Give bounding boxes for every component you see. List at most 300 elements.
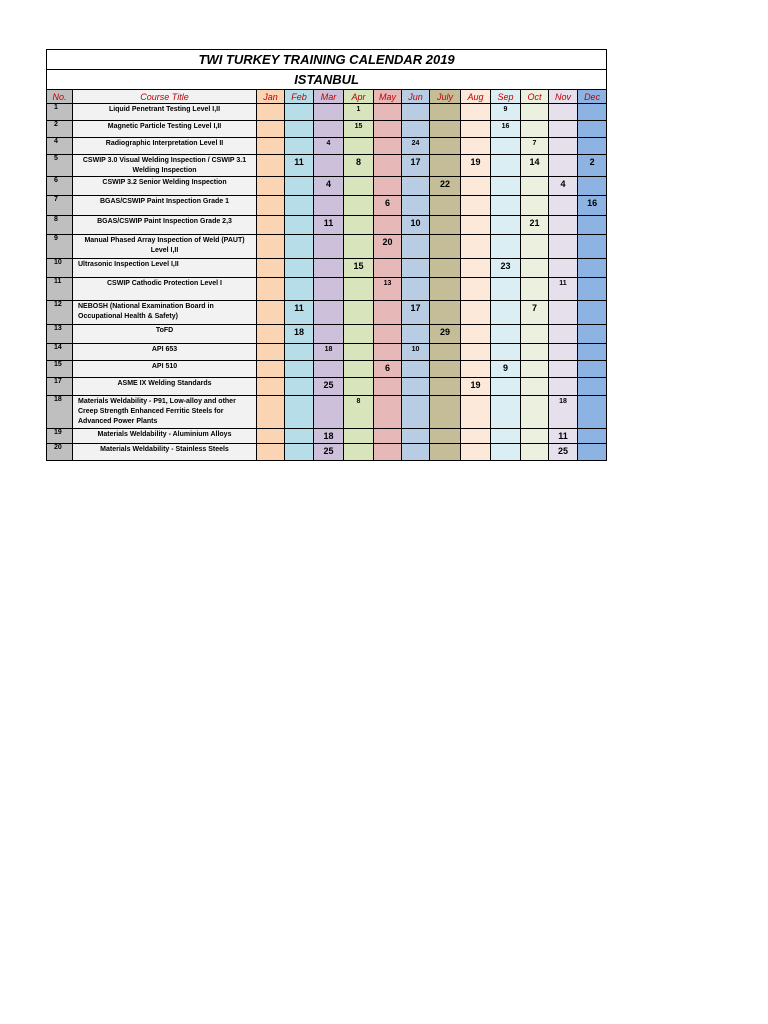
month-date-cell xyxy=(430,378,461,396)
course-start-date xyxy=(314,155,343,157)
month-date-cell xyxy=(521,444,549,461)
course-start-date xyxy=(430,396,460,398)
month-date-cell xyxy=(257,104,285,121)
course-start-date xyxy=(549,104,577,106)
table-row xyxy=(47,216,607,235)
month-date-cell xyxy=(549,344,578,361)
course-title-cell xyxy=(73,396,257,429)
month-date-cell xyxy=(314,378,344,396)
course-title-cell xyxy=(73,235,257,259)
month-date-cell xyxy=(344,259,374,278)
course-start-date xyxy=(549,361,577,363)
table-row xyxy=(47,121,607,138)
course-start-date xyxy=(257,301,284,303)
course-start-date xyxy=(491,278,520,280)
month-date-cell xyxy=(461,396,491,429)
course-start-date: 11 xyxy=(323,218,334,228)
course-start-date xyxy=(402,121,429,123)
month-date-cell xyxy=(402,361,430,378)
course-start-date xyxy=(285,361,313,363)
course-start-date xyxy=(578,396,606,398)
course-start-date xyxy=(374,378,401,380)
month-date-cell xyxy=(491,444,521,461)
course-title: BGAS/CSWIP Paint Inspection Grade 2,3 xyxy=(97,218,232,225)
month-date-cell xyxy=(257,378,285,396)
month-date-cell xyxy=(521,155,549,177)
month-header: May xyxy=(374,90,402,104)
month-date-cell xyxy=(578,378,607,396)
course-start-date: 7 xyxy=(532,140,537,147)
course-start-date xyxy=(578,301,606,303)
month-date-cell xyxy=(402,378,430,396)
month-date-cell xyxy=(461,361,491,378)
month-date-cell xyxy=(314,138,344,155)
month-date-cell xyxy=(374,155,402,177)
course-start-date xyxy=(578,378,606,380)
course-number: 13 xyxy=(47,325,73,344)
course-start-date xyxy=(461,196,490,198)
month-date-cell xyxy=(461,121,491,138)
course-start-date xyxy=(402,444,429,446)
month-date-cell xyxy=(491,104,521,121)
month-date-cell xyxy=(430,216,461,235)
course-title-cell xyxy=(73,325,257,344)
month-date-cell xyxy=(374,259,402,278)
month-date-cell xyxy=(578,121,607,138)
month-date-cell xyxy=(578,216,607,235)
course-start-date xyxy=(374,396,401,398)
course-title: API 653 xyxy=(151,346,178,353)
course-title: Manual Phased Array Inspection of Weld (PAUT) Level I,II xyxy=(84,237,245,254)
month-date-cell xyxy=(257,216,285,235)
course-start-date xyxy=(402,235,429,237)
course-start-date xyxy=(578,259,606,261)
course-start-date xyxy=(314,235,343,237)
calendar-title: TWI TURKEY TRAINING CALENDAR 2019 xyxy=(47,50,607,70)
month-date-cell xyxy=(549,325,578,344)
table-row xyxy=(47,196,607,216)
month-date-cell xyxy=(257,177,285,196)
month-date-cell xyxy=(402,104,430,121)
month-date-cell xyxy=(344,177,374,196)
course-start-date xyxy=(521,177,548,179)
course-start-date xyxy=(491,235,520,237)
course-number: 10 xyxy=(47,259,73,278)
course-number: 5 xyxy=(47,155,73,177)
course-start-date xyxy=(430,216,460,218)
month-date-cell xyxy=(314,361,344,378)
month-date-cell xyxy=(521,325,549,344)
month-date-cell xyxy=(461,177,491,196)
month-date-cell xyxy=(374,121,402,138)
course-title-cell xyxy=(73,378,257,396)
month-date-cell xyxy=(549,444,578,461)
course-start-date xyxy=(491,216,520,218)
month-date-cell xyxy=(578,429,607,444)
course-start-date xyxy=(430,259,460,261)
month-date-cell xyxy=(461,155,491,177)
month-date-cell xyxy=(374,216,402,235)
month-date-cell xyxy=(430,138,461,155)
month-date-cell xyxy=(374,344,402,361)
course-title-cell xyxy=(73,216,257,235)
course-start-date xyxy=(430,121,460,123)
course-start-date xyxy=(461,104,490,106)
course-start-date: 15 xyxy=(354,123,363,130)
course-start-date xyxy=(521,344,548,346)
course-start-date xyxy=(344,138,373,140)
month-date-cell xyxy=(257,429,285,444)
month-date-cell xyxy=(257,155,285,177)
month-date-cell xyxy=(314,444,344,461)
month-date-cell xyxy=(285,259,314,278)
course-title-cell xyxy=(73,104,257,121)
course-start-date xyxy=(374,216,401,218)
month-header: Apr xyxy=(344,90,374,104)
table-row xyxy=(47,155,607,177)
course-start-date xyxy=(285,235,313,237)
course-start-date xyxy=(402,396,429,398)
month-date-cell xyxy=(430,104,461,121)
course-start-date xyxy=(257,155,284,157)
course-title: CSWIP 3.2 Senior Welding Inspection xyxy=(102,179,227,186)
course-start-date xyxy=(374,429,401,431)
month-date-cell xyxy=(491,259,521,278)
course-title: ASME IX Welding Standards xyxy=(117,380,212,387)
month-date-cell xyxy=(344,301,374,325)
month-date-cell xyxy=(521,138,549,155)
month-date-cell xyxy=(285,301,314,325)
course-number: 6 xyxy=(47,177,73,196)
month-date-cell xyxy=(430,325,461,344)
month-date-cell xyxy=(257,301,285,325)
month-date-cell xyxy=(461,278,491,301)
month-date-cell xyxy=(374,396,402,429)
course-start-date xyxy=(374,444,401,446)
month-date-cell xyxy=(461,378,491,396)
month-date-cell xyxy=(374,177,402,196)
month-date-cell xyxy=(344,429,374,444)
course-start-date xyxy=(285,216,313,218)
course-start-date xyxy=(491,444,520,446)
course-start-date xyxy=(285,444,313,446)
course-start-date: 9 xyxy=(502,363,508,373)
course-start-date xyxy=(374,155,401,157)
course-title: Materials Weldability - Aluminium Alloys xyxy=(97,431,232,438)
course-start-date: 11 xyxy=(558,431,568,441)
month-date-cell xyxy=(430,177,461,196)
month-date-cell xyxy=(314,259,344,278)
course-start-date xyxy=(402,378,429,380)
course-start-date xyxy=(374,104,401,106)
course-start-date: 4 xyxy=(560,179,566,189)
month-date-cell xyxy=(314,155,344,177)
course-title-column-header: Course Title xyxy=(73,90,257,104)
month-date-cell xyxy=(430,429,461,444)
table-row xyxy=(47,259,607,278)
month-date-cell xyxy=(549,121,578,138)
course-start-date: 19 xyxy=(470,380,481,390)
month-date-cell xyxy=(549,259,578,278)
course-start-date xyxy=(430,278,460,280)
month-date-cell xyxy=(578,104,607,121)
month-date-cell xyxy=(578,396,607,429)
course-start-date xyxy=(402,325,429,327)
course-start-date: 21 xyxy=(529,218,540,228)
month-date-cell xyxy=(374,138,402,155)
month-date-cell xyxy=(461,444,491,461)
month-date-cell xyxy=(430,235,461,259)
course-start-date xyxy=(344,216,373,218)
course-start-date: 9 xyxy=(503,106,508,113)
month-date-cell xyxy=(285,121,314,138)
month-date-cell xyxy=(549,177,578,196)
month-date-cell xyxy=(344,216,374,235)
month-date-cell xyxy=(402,216,430,235)
course-number: 9 xyxy=(47,235,73,259)
month-header: Jan xyxy=(257,90,285,104)
course-start-date: 8 xyxy=(355,157,361,167)
course-start-date xyxy=(578,361,606,363)
table-row xyxy=(47,325,607,344)
month-date-cell xyxy=(374,378,402,396)
table-row xyxy=(47,278,607,301)
course-start-date xyxy=(430,444,460,446)
course-start-date: 16 xyxy=(587,198,598,208)
training-calendar-table xyxy=(46,49,607,461)
course-start-date: 10 xyxy=(411,346,420,353)
course-start-date xyxy=(521,378,548,380)
course-start-date xyxy=(578,429,606,431)
month-date-cell xyxy=(374,429,402,444)
month-date-cell xyxy=(314,196,344,216)
month-date-cell xyxy=(491,301,521,325)
month-date-cell xyxy=(461,138,491,155)
month-date-cell xyxy=(402,325,430,344)
month-header: July xyxy=(430,90,461,104)
course-start-date xyxy=(461,429,490,431)
month-date-cell xyxy=(549,138,578,155)
month-date-cell xyxy=(578,138,607,155)
course-start-date xyxy=(402,278,429,280)
course-start-date xyxy=(402,177,429,179)
month-date-cell xyxy=(491,378,521,396)
course-start-date xyxy=(430,301,460,303)
course-title-cell xyxy=(73,444,257,461)
table-row xyxy=(47,177,607,196)
course-start-date: 11 xyxy=(294,157,304,167)
course-start-date xyxy=(549,378,577,380)
month-date-cell xyxy=(491,325,521,344)
month-date-cell xyxy=(402,177,430,196)
course-start-date xyxy=(285,138,313,140)
course-start-date xyxy=(402,429,429,431)
month-date-cell xyxy=(549,361,578,378)
month-date-cell xyxy=(461,301,491,325)
course-start-date: 13 xyxy=(383,280,392,287)
course-title-cell xyxy=(73,429,257,444)
month-date-cell xyxy=(521,104,549,121)
month-date-cell xyxy=(461,429,491,444)
course-start-date xyxy=(402,104,429,106)
course-start-date: 23 xyxy=(500,261,511,271)
month-date-cell xyxy=(521,121,549,138)
month-date-cell xyxy=(374,278,402,301)
course-start-date xyxy=(578,138,606,140)
month-date-cell xyxy=(257,396,285,429)
course-start-date: 11 xyxy=(559,280,567,287)
month-date-cell xyxy=(344,235,374,259)
course-start-date xyxy=(578,344,606,346)
course-start-date xyxy=(257,396,284,398)
table-row xyxy=(47,429,607,444)
course-start-date xyxy=(491,155,520,157)
month-date-cell xyxy=(374,196,402,216)
course-start-date: 1 xyxy=(356,106,361,113)
course-start-date: 4 xyxy=(325,179,331,189)
course-start-date xyxy=(461,301,490,303)
course-number: 1 xyxy=(47,104,73,121)
course-title: Magnetic Particle Testing Level I,II xyxy=(107,123,222,130)
month-date-cell xyxy=(521,344,549,361)
course-start-date xyxy=(344,361,373,363)
course-start-date xyxy=(374,344,401,346)
course-start-date xyxy=(491,196,520,198)
course-start-date xyxy=(491,429,520,431)
course-start-date xyxy=(257,444,284,446)
course-start-date: 25 xyxy=(557,446,568,456)
course-title: BGAS/CSWIP Paint Inspection Grade 1 xyxy=(99,198,229,205)
month-date-cell xyxy=(285,378,314,396)
month-date-cell xyxy=(461,325,491,344)
month-date-cell xyxy=(578,361,607,378)
course-start-date: 14 xyxy=(529,157,540,167)
course-start-date xyxy=(314,196,343,198)
month-date-cell xyxy=(430,278,461,301)
course-start-date xyxy=(430,344,460,346)
course-title: Liquid Penetrant Testing Level I,II xyxy=(108,106,221,113)
course-start-date xyxy=(578,121,606,123)
course-start-date xyxy=(549,344,577,346)
course-start-date xyxy=(430,361,460,363)
month-date-cell xyxy=(314,216,344,235)
course-start-date xyxy=(314,259,343,261)
course-start-date: 20 xyxy=(382,237,393,247)
course-start-date xyxy=(374,301,401,303)
course-start-date xyxy=(578,278,606,280)
course-start-date xyxy=(344,196,373,198)
month-date-cell xyxy=(491,278,521,301)
month-date-cell xyxy=(344,104,374,121)
month-date-cell xyxy=(491,138,521,155)
month-date-cell xyxy=(491,196,521,216)
course-start-date xyxy=(491,177,520,179)
month-date-cell xyxy=(549,216,578,235)
month-date-cell xyxy=(521,378,549,396)
month-date-cell xyxy=(402,429,430,444)
course-start-date: 4 xyxy=(326,140,331,147)
course-start-date xyxy=(578,216,606,218)
table-row xyxy=(47,396,607,429)
month-date-cell xyxy=(521,235,549,259)
course-number: 4 xyxy=(47,138,73,155)
month-date-cell xyxy=(285,361,314,378)
month-date-cell xyxy=(430,361,461,378)
course-start-date: 25 xyxy=(323,380,334,390)
month-date-cell xyxy=(430,396,461,429)
month-date-cell xyxy=(578,344,607,361)
course-start-date xyxy=(374,138,401,140)
course-start-date xyxy=(461,444,490,446)
month-date-cell xyxy=(344,196,374,216)
course-start-date xyxy=(344,444,373,446)
course-start-date xyxy=(344,344,373,346)
course-start-date xyxy=(491,378,520,380)
course-start-date xyxy=(285,344,313,346)
course-start-date xyxy=(549,155,577,157)
course-start-date xyxy=(374,325,401,327)
month-date-cell xyxy=(461,235,491,259)
month-date-cell xyxy=(521,301,549,325)
month-date-cell xyxy=(344,361,374,378)
course-start-date: 29 xyxy=(439,327,450,337)
course-title: NEBOSH (National Examination Board in Occupational Health & Safety) xyxy=(78,303,214,320)
table-row xyxy=(47,301,607,325)
course-start-date xyxy=(430,155,460,157)
course-start-date xyxy=(461,361,490,363)
course-number: 11 xyxy=(47,278,73,301)
course-start-date xyxy=(344,278,373,280)
month-date-cell xyxy=(549,378,578,396)
course-start-date: 18 xyxy=(323,431,334,441)
course-start-date xyxy=(461,325,490,327)
month-date-cell xyxy=(374,361,402,378)
month-date-cell xyxy=(344,325,374,344)
course-start-date xyxy=(285,429,313,431)
course-start-date xyxy=(257,138,284,140)
course-start-date xyxy=(549,235,577,237)
course-start-date xyxy=(549,138,577,140)
course-start-date: 2 xyxy=(589,157,595,167)
month-date-cell xyxy=(402,444,430,461)
month-header: Feb xyxy=(285,90,314,104)
table-row xyxy=(47,104,607,121)
course-start-date xyxy=(491,396,520,398)
month-date-cell xyxy=(491,177,521,196)
month-date-cell xyxy=(314,325,344,344)
course-start-date xyxy=(257,325,284,327)
city-subtitle: ISTANBUL xyxy=(47,70,607,90)
month-date-cell xyxy=(314,396,344,429)
course-start-date: 16 xyxy=(501,123,510,130)
course-start-date xyxy=(344,235,373,237)
month-date-cell xyxy=(344,344,374,361)
month-date-cell xyxy=(521,429,549,444)
month-header: Mar xyxy=(314,90,344,104)
month-date-cell xyxy=(491,396,521,429)
month-date-cell xyxy=(257,121,285,138)
course-start-date xyxy=(314,325,343,327)
month-header: Sep xyxy=(491,90,521,104)
course-title: Materials Weldability - P91, Low-alloy and other Creep Strength Enhanced Ferritic Steels for Advanced Power Plants xyxy=(78,398,236,425)
month-date-cell xyxy=(374,444,402,461)
course-title-cell xyxy=(73,155,257,177)
course-title-cell xyxy=(73,121,257,138)
table-row xyxy=(47,138,607,155)
course-start-date: 6 xyxy=(384,198,390,208)
month-date-cell xyxy=(257,325,285,344)
course-title: Ultrasonic Inspection Level I,II xyxy=(78,261,179,268)
